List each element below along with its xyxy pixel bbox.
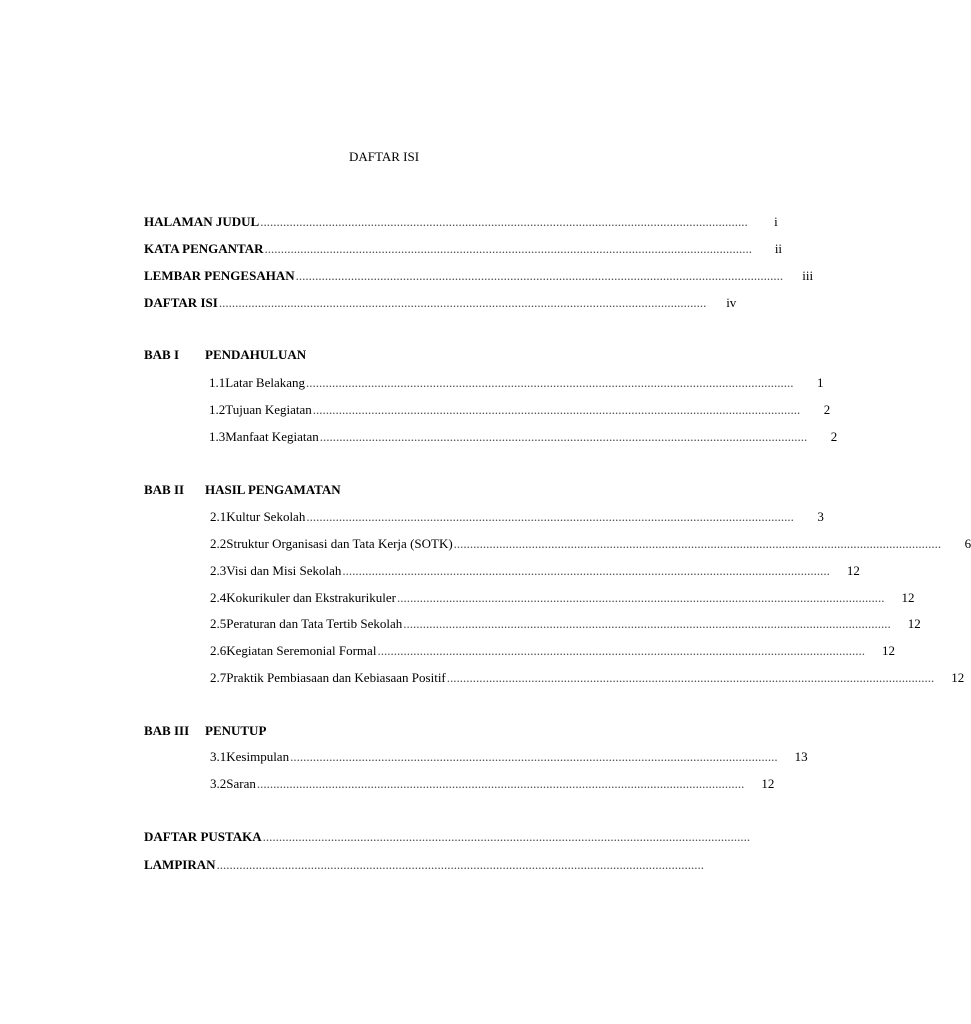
toc-page: 12 <box>907 616 921 631</box>
toc-page: 2 <box>830 429 838 444</box>
toc-page: ii <box>774 241 783 256</box>
chapter-number: BAB III <box>144 723 190 738</box>
toc-page: 12 <box>881 643 895 658</box>
dot-leader: ...................................................................................................................................................... <box>453 536 942 551</box>
dot-leader: ...................................................................................................................................................... <box>264 241 753 256</box>
section-number: 3.2 <box>210 776 227 791</box>
dot-leader: ...................................................................................................................................................... <box>377 643 865 658</box>
chapter-number: BAB I <box>144 347 180 362</box>
dot-leader: ...................................................................................................................................................... <box>446 670 935 685</box>
toc-entry-3-1[interactable] <box>210 748 808 766</box>
toc-entry-daftar-pustaka[interactable] <box>144 828 751 846</box>
toc-label: DAFTAR PUSTAKA <box>144 829 262 844</box>
toc-label: Kesimpulan <box>226 749 290 764</box>
toc-label: LAMPIRAN <box>144 857 216 872</box>
toc-entry-2-5[interactable] <box>210 615 921 633</box>
toc-page: 12 <box>761 776 775 791</box>
toc-entry-2-7[interactable] <box>210 669 965 687</box>
chapter-number: BAB II <box>144 482 185 497</box>
section-number: 2.4 <box>210 590 227 605</box>
dot-leader: ...................................................................................................................................................... <box>262 829 751 844</box>
dot-leader: ...................................................................................................................................................... <box>306 375 794 390</box>
dot-leader: ...................................................................................................................................................... <box>342 563 830 578</box>
chapter-title: PENUTUP <box>205 723 267 738</box>
toc-page: 2 <box>823 402 831 417</box>
dot-leader: ...................................................................................................................................................... <box>396 590 885 605</box>
toc-page: 13 <box>794 749 808 764</box>
toc-page: 3 <box>817 509 824 524</box>
toc-label: Kokurikuler dan Ekstrakurikuler <box>226 590 396 605</box>
section-number: 1.3 <box>209 429 226 444</box>
section-number: 1.1 <box>209 375 226 390</box>
chapter-heading-bab-1 <box>0 346 768 364</box>
toc-entry-2-2[interactable] <box>210 535 971 553</box>
chapter-heading-bab-3 <box>0 722 768 740</box>
toc-label: Struktur Organisasi dan Tata Kerja (SOTK) <box>226 536 453 551</box>
section-number: 2.2 <box>210 536 227 551</box>
dot-leader: ...................................................................................................................................................... <box>260 214 748 229</box>
toc-label: DAFTAR ISI <box>144 295 218 310</box>
toc-entry-lembar-pengesahan[interactable] <box>144 267 814 285</box>
toc-label: Manfaat Kegiatan <box>225 429 319 444</box>
section-number: 2.1 <box>210 509 227 524</box>
dot-leader: ...................................................................................................................................................... <box>306 509 794 524</box>
section-number: 2.3 <box>210 563 227 578</box>
toc-label: LEMBAR PENGESAHAN <box>144 268 295 283</box>
toc-entry-1-1[interactable] <box>209 374 824 392</box>
toc-entry-kata-pengantar[interactable] <box>144 240 783 258</box>
section-number: 3.1 <box>210 749 227 764</box>
page-title: DAFTAR ISI <box>348 149 420 164</box>
toc-entry-2-3[interactable] <box>210 562 860 580</box>
toc-label: Kegiatan Seremonial Formal <box>226 643 377 658</box>
toc-label: Kultur Sekolah <box>226 509 306 524</box>
toc-entry-halaman-judul[interactable] <box>144 213 778 231</box>
chapter-title: PENDAHULUAN <box>205 347 307 362</box>
chapter-title: HASIL PENGAMATAN <box>205 482 341 497</box>
toc-page: 12 <box>951 670 965 685</box>
toc-label: Tujuan Kegiatan <box>225 402 312 417</box>
toc-page: i <box>774 214 778 229</box>
toc-entry-2-4[interactable] <box>210 589 915 607</box>
toc-entry-daftar-isi[interactable] <box>144 294 737 312</box>
section-number: 1.2 <box>209 402 226 417</box>
toc-page: 6 <box>964 536 971 551</box>
toc-entry-2-6[interactable] <box>210 642 895 660</box>
section-number: 2.6 <box>210 643 227 658</box>
toc-entry-3-2[interactable] <box>210 775 775 793</box>
toc-page: 12 <box>901 590 915 605</box>
section-number: 2.7 <box>210 670 227 685</box>
toc-label: Peraturan dan Tata Tertib Sekolah <box>226 616 403 631</box>
dot-leader: ...................................................................................................................................................... <box>312 402 801 417</box>
toc-label: Praktik Pembiasaan dan Kebiasaan Positif <box>226 670 446 685</box>
toc-label: HALAMAN JUDUL <box>144 214 260 229</box>
toc-entry-1-2[interactable] <box>209 401 831 419</box>
toc-page: iii <box>802 268 814 283</box>
toc-entry-1-3[interactable] <box>209 428 838 446</box>
dot-leader: ...................................................................................................................................................... <box>290 749 778 764</box>
toc-page: iv <box>726 295 737 310</box>
toc-label: Visi dan Misi Sekolah <box>226 563 342 578</box>
section-number: 2.5 <box>210 616 227 631</box>
dot-leader: ...................................................................................................................................................... <box>295 268 784 283</box>
dot-leader: ...................................................................................................................................................... <box>319 429 808 444</box>
toc-label: Latar Belakang <box>225 375 306 390</box>
toc-entry-lampiran[interactable] <box>144 856 704 874</box>
dot-leader: ...................................................................................................................................................... <box>403 616 891 631</box>
toc-label: KATA PENGANTAR <box>144 241 264 256</box>
toc-page: 12 <box>846 563 860 578</box>
toc-entry-2-1[interactable] <box>210 508 824 526</box>
dot-leader: ...................................................................................................................................................... <box>216 857 704 872</box>
dot-leader: ...................................................................................................................................................... <box>218 295 707 310</box>
dot-leader: ...................................................................................................................................................... <box>256 776 745 791</box>
toc-label: Saran <box>226 776 256 791</box>
toc-page: 1 <box>817 375 824 390</box>
chapter-heading-bab-2 <box>0 481 768 499</box>
